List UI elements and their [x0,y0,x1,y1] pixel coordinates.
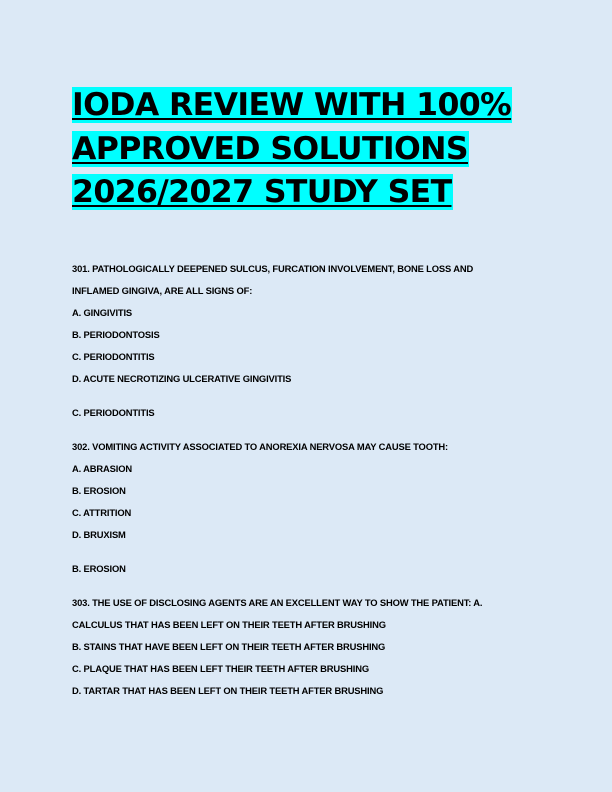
question-302-answer: B. EROSION [72,563,126,574]
question-301-option-b: B. PERIODONTOSIS [72,329,160,340]
document-title [72,84,542,215]
question-303-option-c: C. PLAQUE THAT HAS BEEN LEFT THEIR TEETH AFTER BRUSHING [72,663,369,674]
question-302-option-d: D. BRUXISM [72,529,126,540]
question-list [72,258,542,702]
document-page [72,84,542,696]
title-line-3: 2026/2027 STUDY SET [72,174,452,210]
question-302-option-b: B. EROSION [72,485,126,496]
question-303 [72,592,542,702]
question-301 [72,258,542,424]
question-301-option-c: C. PERIODONTITIS [72,351,155,362]
question-301-text-line-2: INFLAMED GINGIVA, ARE ALL SIGNS OF: [72,285,253,296]
title-line-2: APPROVED SOLUTIONS [72,130,468,167]
question-301-answer: C. PERIODONTITIS [72,407,155,418]
question-302 [72,436,542,580]
question-302-text-line-1: 302. VOMITING ACTIVITY ASSOCIATED TO ANOREXIA NERVOSA MAY CAUSE TOOTH: [72,441,449,452]
question-303-option-b: B. STAINS THAT HAVE BEEN LEFT ON THEIR TEETH AFTER BRUSHING [72,641,386,652]
question-303-option-d: D. TARTAR THAT HAS BEEN LEFT ON THEIR TEETH AFTER BRUSHING [72,685,384,696]
question-303-text-line-2: CALCULUS THAT HAS BEEN LEFT ON THEIR TEETH AFTER BRUSHING [72,619,386,630]
question-303-text-line-1: 303. THE USE OF DISCLOSING AGENTS ARE AN EXCELLENT WAY TO SHOW THE PATIENT: A. [72,597,483,608]
question-301-option-d: D. ACUTE NECROTIZING ULCERATIVE GINGIVITIS [72,373,292,384]
question-301-option-a: A. GINGIVITIS [72,307,133,318]
question-302-option-c: C. ATTRITION [72,507,132,518]
question-302-option-a: A. ABRASION [72,463,132,474]
question-301-text-line-1: 301. PATHOLOGICALLY DEEPENED SULCUS, FURCATION INVOLVEMENT, BONE LOSS AND [72,263,474,274]
title-line-1: IODA REVIEW WITH 100% [72,87,512,123]
